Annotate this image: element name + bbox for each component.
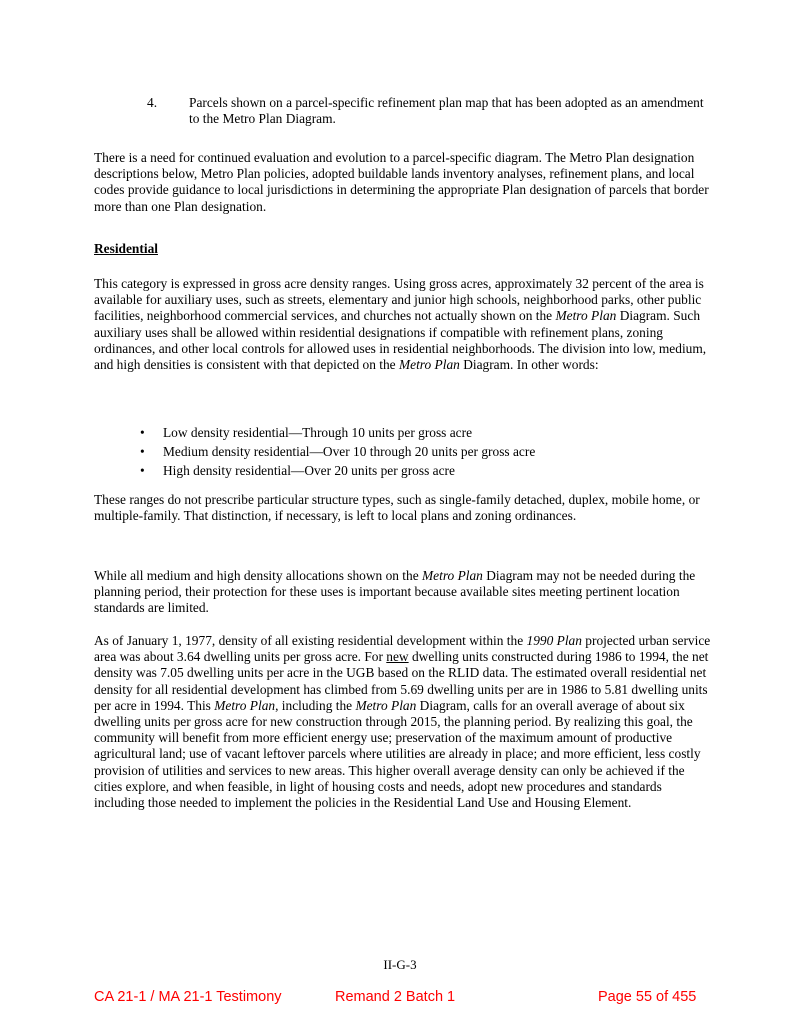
- footer-testimony-label: CA 21-1 / MA 21-1 Testimony: [94, 989, 282, 1005]
- item-number: 4.: [147, 95, 158, 110]
- bullet-icon: •: [140, 463, 145, 478]
- bullet-icon: •: [140, 425, 145, 440]
- page-number: II-G-3: [383, 957, 417, 972]
- density-bullet-list: [140, 423, 535, 480]
- footer-page-count: Page 55 of 455: [598, 989, 697, 1005]
- footer-batch-label: Remand 2 Batch 1: [335, 989, 456, 1005]
- residential-paragraph: This category is expressed in gross acre density ranges. Using gross acres, approximately 32 percent of the area is available for auxiliary uses, such as streets, elementary and junior high schools, neighborhood parks, other public facilities, neighborhood commercial services, and churches not actually shown on the Metro Plan Diagram. Such auxiliary uses shall be allowed within residential designations if compatible with refinement plans, zoning ordinances, and other local controls for allowed uses in residential neighborhoods. The division into low, medium, and high densities is consistent with that depicted on the Metro Plan Diagram. In other words:: [94, 276, 707, 373]
- bullet-item-low: • Low density residential—Through 10 units per gross acre: [140, 425, 473, 440]
- numbered-item-4: [147, 95, 717, 127]
- section-heading-residential: Residential: [94, 241, 158, 256]
- intro-paragraph: There is a need for continued evaluation and evolution to a parcel-specific diagram. The Metro Plan designation descriptions below, Metro Plan policies, adopted buildable lands inventory analyses, refinement plans, and local codes provide guidance to local jurisdictions in determining the appropriate Plan designation of parcels that border more than one Plan designation.: [94, 150, 709, 214]
- bullet-item-medium: • Medium density residential—Over 10 through 20 units per gross acre: [140, 444, 536, 459]
- item-text: Parcels shown on a parcel-specific refinement plan map that has been adopted as an amendment to the Metro Plan Diagram.: [189, 95, 704, 127]
- density-paragraph: As of January 1, 1977, density of all existing residential development within the 1990 Plan projected urban service area was about 3.64 dwelling units per gross acre. For new dwelling units constructed during 1986 to 1994, the net density was 7.05 dwelling units per acre in the UGB based on the RLID data. The estimated overall residential net density for all residential development has climbed from 5.69 dwelling units per are in 1986 to 5.81 dwelling units per acre in 1994. This Metro Plan, including the Metro Plan Diagram, calls for an overall average of about six dwelling units per gross acre for new construction through 2015, the planning period. By realizing this goal, the community will benefit from more efficient energy use; preservation of the maximum amount of productive agricultural land; use of vacant leftover parcels where utilities are already in place; and more efficient, less costly provision of utilities and services to new areas. This higher overall average density can only be achieved if the cities explore, and when feasible, in light of housing costs and needs, adopt new procedures and standards including those needed to implement the policies in the Residential Land Use and Housing Element.: [94, 633, 711, 811]
- allocations-paragraph: While all medium and high density allocations shown on the Metro Plan Diagram may not be needed during the planning period, their protection for these uses is important because available sites meeting pertinent location standards are limited.: [94, 568, 696, 616]
- bullet-icon: •: [140, 444, 145, 459]
- ranges-paragraph: These ranges do not prescribe particular structure types, such as single-family detached, duplex, mobile home, or multiple-family. That distinction, if necessary, is left to local plans and zoning ordinances.: [94, 492, 700, 524]
- bullet-item-high: • High density residential—Over 20 units per gross acre: [140, 463, 455, 478]
